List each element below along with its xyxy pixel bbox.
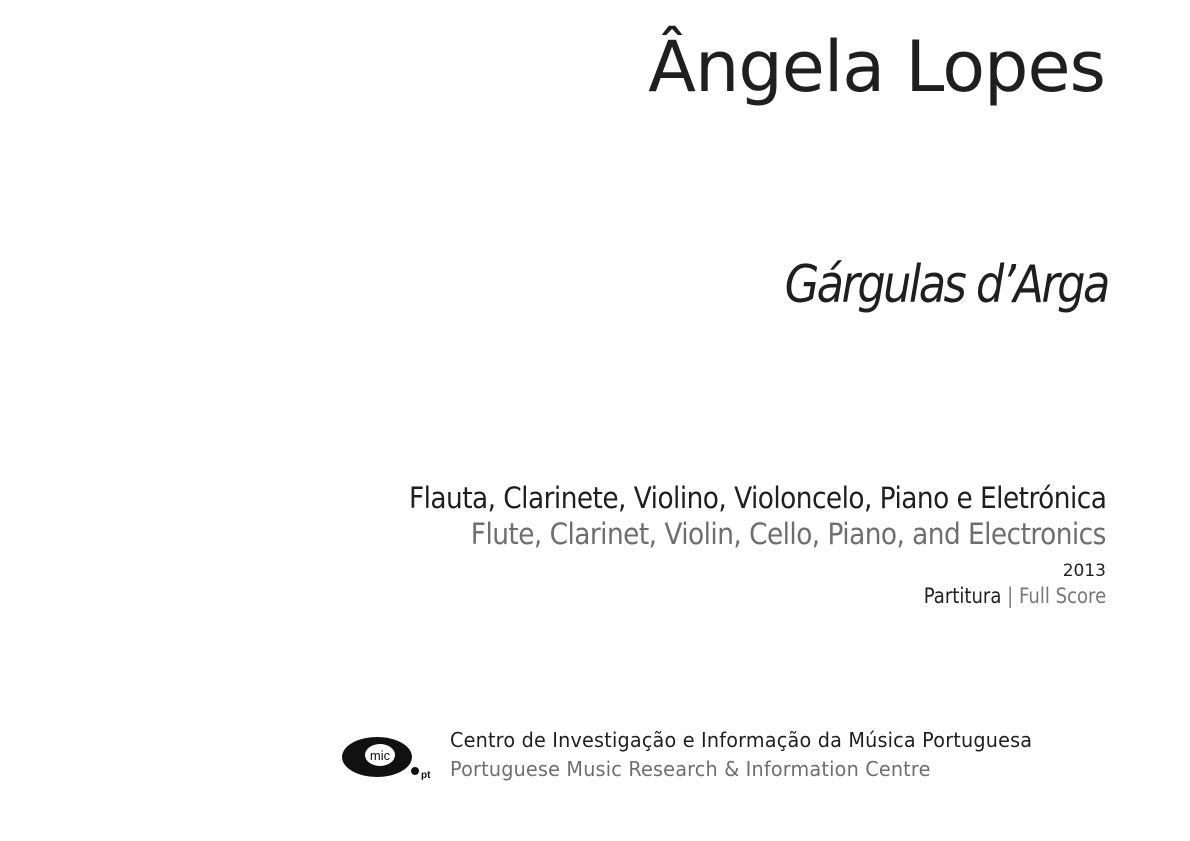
score-type-separator: |: [1006, 584, 1014, 608]
publisher-name-english: Portuguese Music Research & Information Centre: [450, 757, 931, 781]
logo-pt-text: pt: [421, 770, 431, 781]
logo-dot: [411, 767, 419, 775]
score-type-portuguese: Partitura: [923, 584, 1002, 608]
publisher-name-portuguese: Centro de Investigação e Informação da Música Portuguesa: [450, 728, 1033, 752]
mic-logo: [340, 733, 440, 783]
instrumentation-portuguese: Flauta, Clarinete, Violino, Violoncelo, Piano e Eletrónica: [408, 481, 1106, 515]
composer-name: Ângela Lopes: [648, 26, 1105, 108]
composition-year: 2013: [1062, 561, 1106, 581]
work-title: Gárgulas d’Arga: [784, 255, 1108, 315]
score-type: [924, 584, 1106, 608]
instrumentation-english: Flute, Clarinet, Violin, Cello, Piano, and Electronics: [470, 517, 1106, 551]
logo-mic-text: mic: [369, 748, 391, 763]
score-type-english: Full Score: [1018, 584, 1106, 608]
